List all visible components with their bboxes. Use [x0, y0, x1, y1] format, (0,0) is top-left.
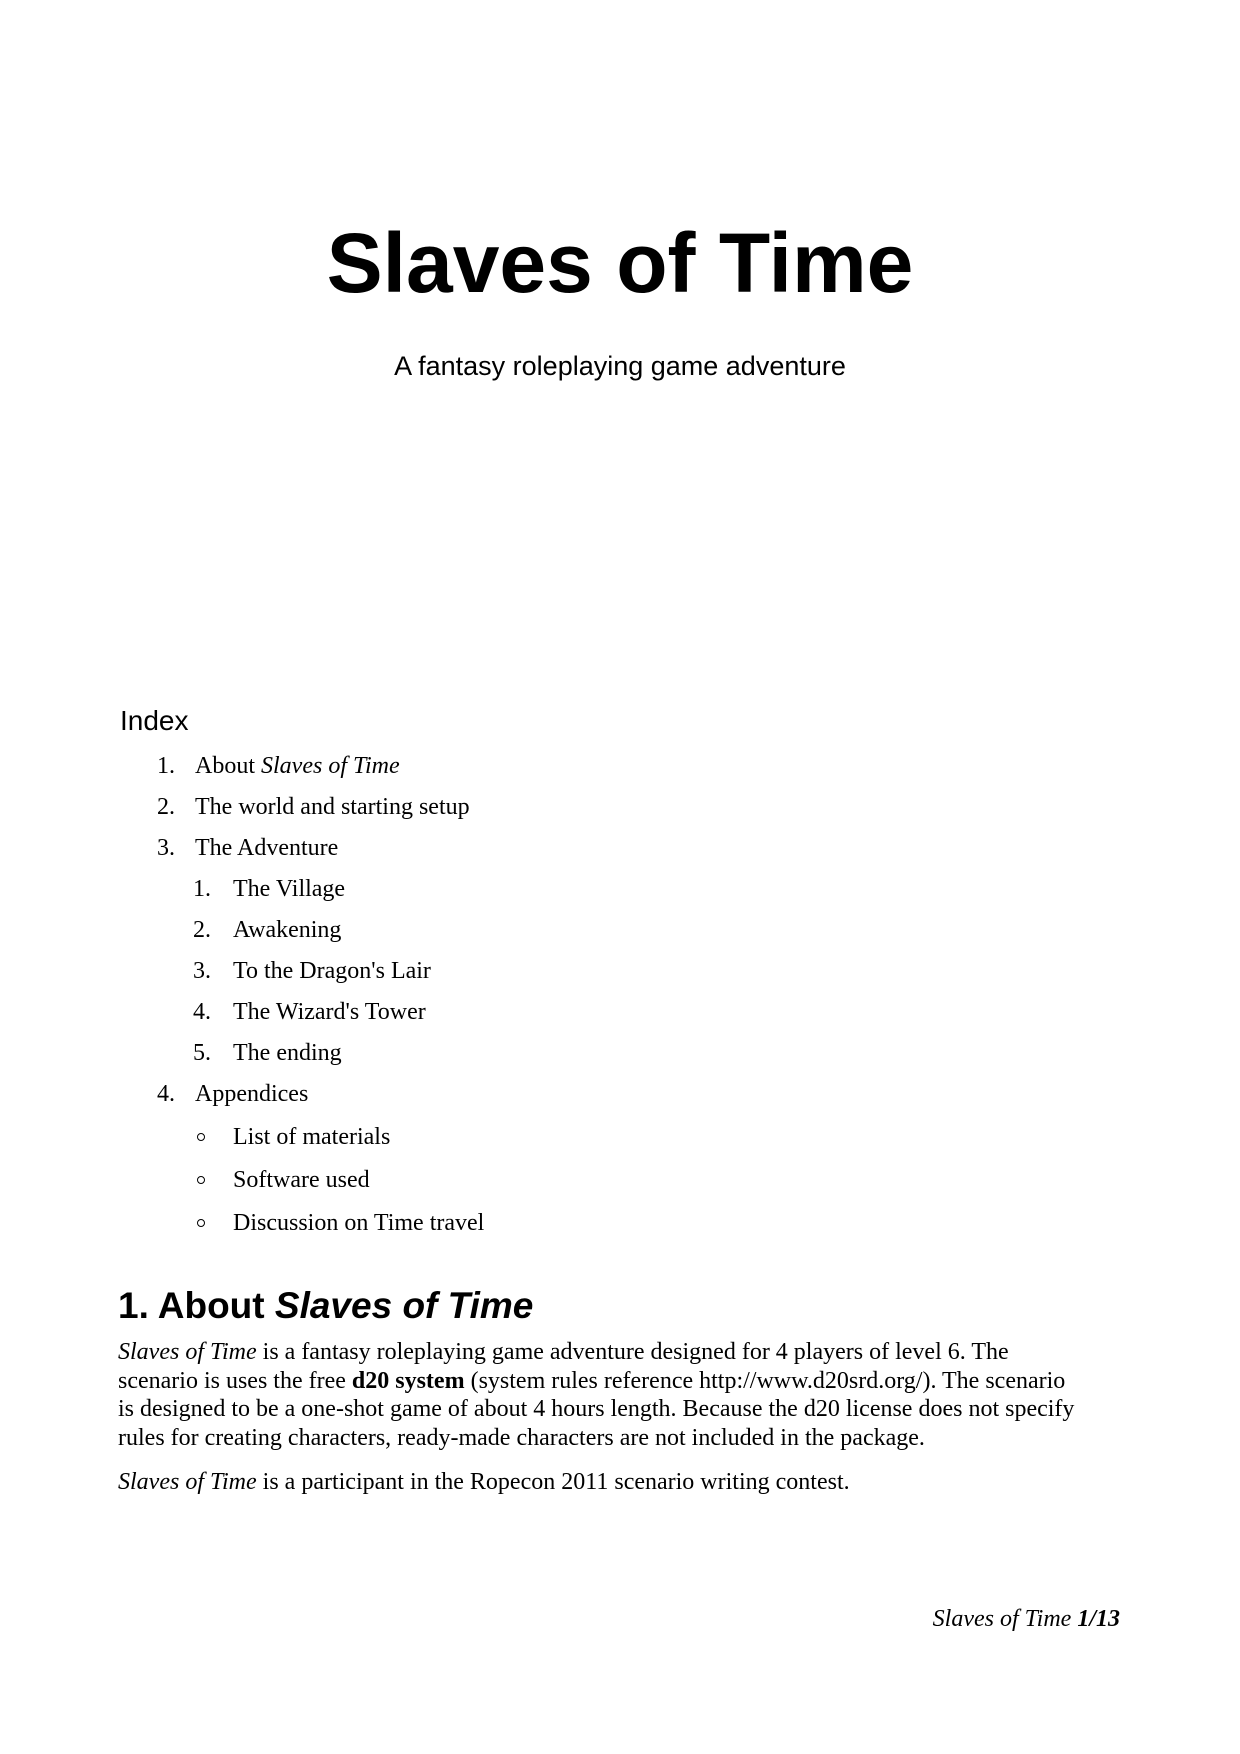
page-footer [933, 1604, 1120, 1634]
text: is a participant in the Ropecon 2011 scenario writing contest. [256, 1469, 850, 1495]
toc-label: Awakening [233, 917, 342, 943]
toc-label [195, 749, 400, 783]
paragraph-line [118, 1338, 1128, 1367]
toc-label: The ending [233, 1040, 342, 1066]
toc-label: List of materials [233, 1124, 391, 1150]
footer-doc-title: Slaves of Time [932, 1606, 1072, 1632]
paragraph-line: rules for creating characters, ready-made characters are not included in the package. [118, 1424, 925, 1451]
toc-number: 1. [193, 876, 211, 902]
paragraph-line [118, 1468, 1128, 1497]
toc-number: 1. [157, 753, 175, 779]
about-paragraph [118, 1338, 1128, 1452]
section-heading-italic: Slaves of Time [274, 1285, 534, 1326]
paragraph-line [118, 1367, 1128, 1396]
contest-paragraph [118, 1468, 1128, 1497]
hollow-circle-bullet-icon [197, 1133, 205, 1141]
text: is a fantasy roleplaying game adventure designed for 4 players of level 6. The [256, 1339, 1009, 1365]
toc-label-plain: About [195, 753, 261, 779]
toc-number: 5. [193, 1040, 211, 1066]
section-heading-about [118, 1284, 533, 1328]
section-heading-plain: 1. About [118, 1285, 275, 1326]
italic-title: Slaves of Time [118, 1339, 257, 1365]
toc-number: 4. [157, 1081, 175, 1107]
bold-term: d20 system [351, 1367, 465, 1394]
text: (system rules reference http://www.d20srd.org/). The scenario [464, 1367, 1066, 1394]
toc-label: The world and starting setup [195, 794, 470, 820]
index-heading: Index [120, 705, 189, 736]
paragraph-line: is designed to be a one-shot game of about 4 hours length. Because the d20 license does not specify [118, 1396, 1075, 1422]
hollow-circle-bullet-icon [197, 1219, 205, 1227]
toc-label: Software used [233, 1167, 370, 1193]
italic-title: Slaves of Time [118, 1469, 257, 1495]
toc-number: 4. [193, 999, 211, 1025]
text: scenario is uses the free [118, 1367, 352, 1394]
toc-number: 2. [157, 794, 175, 820]
toc-label-italic: Slaves of Time [261, 753, 400, 779]
document-title: Slaves of Time [326, 216, 914, 310]
toc-label: To the Dragon's Lair [233, 958, 431, 984]
document-subtitle: A fantasy roleplaying game adventure [394, 351, 846, 381]
toc-label: The Village [233, 876, 346, 902]
toc-label: Appendices [195, 1081, 309, 1107]
toc-number: 2. [193, 917, 211, 943]
toc-label: The Adventure [195, 835, 339, 861]
hollow-circle-bullet-icon [197, 1176, 205, 1184]
toc-number: 3. [193, 958, 211, 984]
toc-label: The Wizard's Tower [233, 999, 426, 1025]
toc-number: 3. [157, 835, 175, 861]
toc-label: Discussion on Time travel [233, 1210, 485, 1236]
page-number: 1/13 [1077, 1606, 1120, 1632]
